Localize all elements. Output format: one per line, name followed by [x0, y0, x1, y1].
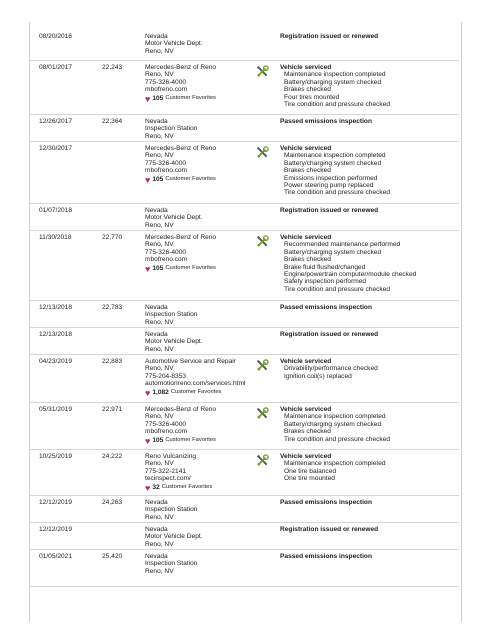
event-detail-item: Tire condition and pressure checked — [284, 435, 391, 443]
history-record-row — [30, 115, 459, 142]
source-line: Reno, NV — [145, 152, 174, 160]
record-odometer: 25,420 — [102, 553, 123, 560]
source-line: Nevada — [145, 331, 168, 338]
event-detail-item: Brakes checked — [284, 428, 331, 436]
record-date: 12/26/2017 — [39, 118, 73, 125]
history-record-row — [30, 523, 459, 550]
event-title: Registration issued or renewed — [280, 526, 379, 533]
event-title: Registration issued or renewed — [280, 33, 379, 40]
heart-icon: ♥ — [145, 435, 151, 446]
source-line: Reno, NV — [145, 460, 174, 468]
record-date: 08/01/2017 — [39, 64, 73, 71]
favorites-count: 105 — [152, 94, 164, 102]
record-details — [280, 331, 378, 338]
source-line: Mercedes-Benz of Reno — [145, 145, 217, 152]
source-line: Reno, NV — [145, 540, 174, 548]
customer-favorites — [145, 389, 245, 397]
favorites-count: 105 — [152, 175, 164, 183]
record-odometer: 22,364 — [102, 118, 123, 125]
source-line: Motor Vehicle Dept. — [145, 40, 203, 48]
record-source — [145, 331, 203, 353]
event-title: Vehicle serviced — [280, 358, 332, 365]
favorites-count: 1,082 — [152, 388, 169, 396]
record-source — [145, 145, 216, 184]
source-line: Reno, NV — [145, 413, 174, 421]
event-detail-item: One tire mounted — [284, 475, 335, 483]
record-details — [280, 207, 378, 214]
event-detail-item: Maintenance inspection completed — [284, 71, 386, 79]
source-line: Reno, NV — [145, 241, 174, 249]
source-line: 775-326-4000 — [145, 248, 187, 256]
history-record-row — [30, 496, 459, 523]
event-title: Passed emissions inspection — [280, 553, 372, 560]
event-title: Vehicle serviced — [280, 64, 332, 71]
event-detail-item: Maintenance inspection completed — [284, 152, 386, 160]
history-record-row — [30, 355, 459, 403]
record-date: 05/31/2019 — [39, 406, 73, 413]
source-line: mbofreno.com — [145, 167, 188, 175]
record-date: 01/07/2018 — [39, 207, 73, 214]
record-source — [145, 207, 203, 229]
event-detail-item: Four tires mounted — [284, 93, 340, 101]
event-detail-list — [280, 152, 390, 196]
event-title: Vehicle serviced — [280, 453, 332, 460]
source-line: Inspection Station — [145, 560, 198, 568]
event-title: Vehicle serviced — [280, 406, 332, 413]
source-line: Nevada — [145, 526, 168, 533]
favorites-label: Customer Favorites — [165, 436, 216, 443]
source-line: tecinspect.com/ — [145, 475, 191, 483]
record-source — [145, 234, 216, 273]
record-details — [280, 64, 390, 108]
source-line: mbofreno.com — [145, 256, 188, 264]
event-detail-item: Recommended maintenance performed — [284, 241, 401, 249]
source-line: Mercedes-Benz of Reno — [145, 234, 217, 241]
event-title: Vehicle serviced — [280, 234, 332, 241]
event-detail-item: Drivability/performance checked — [284, 365, 378, 373]
source-line: Motor Vehicle Dept. — [145, 338, 203, 346]
source-line: Mercedes-Benz of Reno — [145, 64, 217, 71]
event-detail-item: Safety inspection performed — [284, 278, 367, 286]
record-date: 12/30/2017 — [39, 145, 73, 152]
wrench-screwdriver-icon — [256, 65, 269, 78]
record-source — [145, 453, 212, 492]
source-line: 775-322-2141 — [145, 467, 187, 475]
event-detail-list — [280, 241, 416, 293]
history-record-row — [30, 450, 459, 496]
history-record-row — [30, 30, 459, 61]
source-line: Reno, NV — [145, 345, 174, 353]
record-date: 12/12/2019 — [39, 526, 73, 533]
history-record-row — [30, 204, 459, 231]
event-detail-item: Engine/powertrain computer/module checked — [284, 271, 417, 279]
source-line: 775-204-8353 — [145, 372, 187, 380]
record-odometer: 22,770 — [102, 234, 123, 241]
event-detail-item: Power steering pump replaced — [284, 182, 374, 190]
event-detail-item: Maintenance inspection completed — [284, 460, 386, 468]
event-detail-item: Brakes checked — [284, 167, 331, 175]
source-line: Reno, NV — [145, 365, 174, 373]
heart-icon: ♥ — [145, 387, 151, 398]
source-line: Mercedes-Benz of Reno — [145, 406, 217, 413]
source-line: Nevada — [145, 207, 168, 214]
record-details — [280, 526, 378, 533]
customer-favorites — [145, 437, 216, 445]
record-date: 12/13/2018 — [39, 304, 73, 311]
event-detail-item: One tire balanced — [284, 467, 337, 475]
source-line: Nevada — [145, 118, 168, 125]
source-line: Reno, NV — [145, 132, 174, 140]
source-line: Reno, NV — [145, 47, 174, 55]
record-details — [280, 118, 372, 125]
event-detail-item: Battery/charging system checked — [284, 248, 382, 256]
record-odometer: 22,783 — [102, 304, 123, 311]
source-line: Reno, NV — [145, 567, 174, 575]
event-title: Passed emissions inspection — [280, 499, 372, 506]
customer-favorites — [145, 95, 216, 103]
record-odometer: 22,971 — [102, 406, 123, 413]
record-details — [280, 33, 378, 40]
record-details — [280, 453, 386, 483]
history-record-row — [30, 61, 459, 115]
wrench-screwdriver-icon — [256, 146, 269, 159]
source-line: Automotive Service and Repair — [145, 358, 236, 365]
history-record-row — [30, 550, 459, 587]
source-line: 775-326-4000 — [145, 78, 187, 86]
record-date: 08/20/2016 — [39, 33, 73, 40]
favorites-count: 105 — [152, 436, 164, 444]
customer-favorites — [145, 176, 216, 184]
heart-icon: ♥ — [145, 263, 151, 274]
history-record-row — [30, 301, 459, 328]
source-line: Inspection Station — [145, 506, 198, 514]
favorites-count: 32 — [152, 483, 160, 491]
history-record-row — [30, 142, 459, 204]
favorites-label: Customer Favorites — [161, 483, 213, 490]
event-title: Registration issued or renewed — [280, 331, 379, 338]
source-line: Reno, NV — [145, 221, 174, 229]
source-line: automotionreno.com/services.html — [145, 380, 246, 388]
event-detail-item: Brake fluid flushed/changed — [284, 263, 366, 271]
record-source — [145, 304, 197, 326]
wrench-screwdriver-icon — [256, 359, 269, 372]
favorites-label: Customer Favorites — [165, 264, 216, 271]
record-date: 11/30/2018 — [39, 234, 72, 241]
event-detail-list — [280, 413, 390, 443]
customer-favorites — [145, 484, 212, 492]
favorites-label: Customer Favorites — [165, 94, 216, 101]
source-line: mbofreno.com — [145, 428, 188, 436]
record-details — [280, 499, 372, 506]
source-line: 775-326-4000 — [145, 420, 187, 428]
wrench-screwdriver-icon — [256, 407, 269, 420]
event-title: Passed emissions inspection — [280, 304, 372, 311]
record-details — [280, 304, 372, 311]
event-title: Registration issued or renewed — [280, 207, 379, 214]
source-line: mbofreno.com — [145, 86, 188, 94]
event-title: Passed emissions inspection — [280, 118, 372, 125]
source-line: Nevada — [145, 33, 168, 40]
record-odometer: 24,222 — [102, 453, 123, 460]
event-detail-list — [280, 365, 378, 380]
heart-icon: ♥ — [145, 93, 151, 104]
record-details — [280, 358, 378, 380]
event-detail-item: Brakes checked — [284, 86, 331, 94]
record-date: 04/23/2019 — [39, 358, 73, 365]
record-date: 12/12/2019 — [39, 499, 73, 506]
source-line: Reno, NV — [145, 513, 174, 521]
record-source — [145, 33, 203, 55]
record-details — [280, 234, 416, 293]
source-line: 775-326-4000 — [145, 159, 187, 167]
event-detail-list — [280, 71, 390, 108]
record-source — [145, 499, 197, 521]
event-detail-item: Ignition coil(s) replaced — [284, 372, 352, 380]
event-detail-item: Battery/charging system checked — [284, 159, 382, 167]
favorites-label: Customer Favorites — [165, 175, 216, 182]
record-source — [145, 526, 203, 548]
event-detail-item: Emissions inspection performed — [284, 174, 378, 182]
wrench-screwdriver-icon — [256, 454, 269, 467]
record-details — [280, 406, 390, 443]
favorites-count: 105 — [152, 264, 164, 272]
record-odometer: 22,883 — [102, 358, 123, 365]
record-details — [280, 145, 390, 197]
history-table — [30, 30, 459, 587]
source-line: Inspection Station — [145, 311, 198, 319]
history-record-row — [30, 231, 459, 301]
record-details — [280, 553, 372, 560]
source-line: Motor Vehicle Dept. — [145, 533, 203, 541]
customer-favorites — [145, 265, 216, 273]
record-source — [145, 118, 197, 140]
source-line: Nevada — [145, 499, 168, 506]
wrench-screwdriver-icon — [256, 235, 269, 248]
event-detail-item: Battery/charging system checked — [284, 420, 382, 428]
record-source — [145, 358, 245, 397]
source-line: Nevada — [145, 304, 168, 311]
event-detail-item: Tire condition and pressure checked — [284, 285, 391, 293]
record-odometer: 24,263 — [102, 499, 123, 506]
favorites-label: Customer Favorites — [170, 388, 222, 395]
heart-icon: ♥ — [145, 174, 151, 185]
source-line: Reno Vulcanizing — [145, 453, 197, 460]
event-title: Vehicle serviced — [280, 145, 332, 152]
event-detail-list — [280, 460, 386, 482]
record-source — [145, 64, 216, 103]
event-detail-item: Battery/charging system checked — [284, 78, 382, 86]
heart-icon: ♥ — [145, 482, 151, 493]
source-line: Reno, NV — [145, 318, 174, 326]
event-detail-item: Brakes checked — [284, 256, 331, 264]
source-line: Nevada — [145, 553, 168, 560]
record-date: 10/25/2019 — [39, 453, 73, 460]
source-line: Reno, NV — [145, 71, 174, 79]
source-line: Motor Vehicle Dept. — [145, 214, 203, 222]
event-detail-item: Maintenance inspection completed — [284, 413, 386, 421]
record-source — [145, 553, 197, 575]
source-line: Inspection Station — [145, 125, 198, 133]
record-date: 12/13/2018 — [39, 331, 73, 338]
record-odometer: 22,243 — [102, 64, 123, 71]
event-detail-item: Tire condition and pressure checked — [284, 189, 391, 197]
record-source — [145, 406, 216, 445]
history-record-row — [30, 403, 459, 450]
history-record-row — [30, 328, 459, 355]
event-detail-item: Tire condition and pressure checked — [284, 101, 391, 109]
record-date: 01/05/2021 — [39, 553, 73, 560]
